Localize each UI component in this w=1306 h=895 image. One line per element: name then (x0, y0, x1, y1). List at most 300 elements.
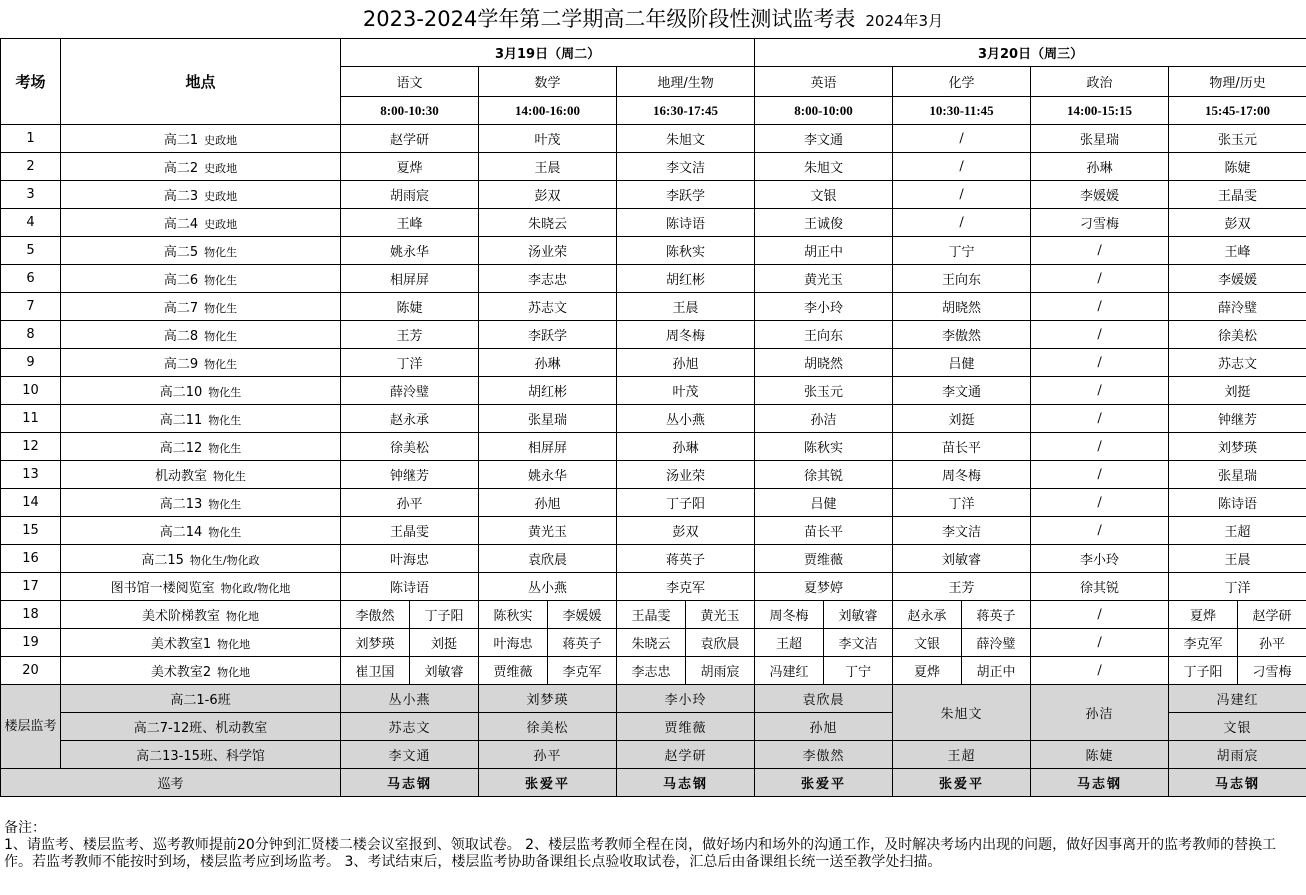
proctor-cell: 王峰 (1169, 237, 1306, 265)
proctor-cell: / (893, 153, 1031, 181)
location-tag: 物化生 (208, 386, 242, 399)
location-cell (61, 629, 341, 657)
header-subject: 物理/历史 (1169, 67, 1306, 97)
floor-proctor: 李文通 (341, 741, 479, 769)
table-row (1, 181, 1306, 209)
header-time: 15:45-17:00 (1169, 97, 1306, 125)
patrol-proctor: 马志钢 (1031, 769, 1169, 797)
location-tag: 物化地 (217, 666, 251, 679)
proctor-cell: 李小玲 (755, 293, 893, 321)
room-number: 11 (1, 405, 61, 433)
room-number: 18 (1, 601, 61, 629)
floor-proctor: 刘梦瑛 (479, 685, 617, 713)
proctor-cell: 袁欣晨 (686, 629, 755, 657)
proctor-cell: 彭双 (617, 517, 755, 545)
proctor-cell: 王超 (755, 629, 824, 657)
table-row (1, 349, 1306, 377)
proctor-cell: 李小玲 (1031, 545, 1169, 573)
proctor-cell: 李文通 (755, 125, 893, 153)
table-row (1, 237, 1306, 265)
proctor-cell: 胡晓然 (755, 349, 893, 377)
proctor-cell: 丁宁 (893, 237, 1031, 265)
proctor-cell: 胡晓然 (893, 293, 1031, 321)
patrol-proctor: 马志钢 (1169, 769, 1306, 797)
proctor-cell: 彭双 (479, 181, 617, 209)
room-number: 17 (1, 573, 61, 601)
proctor-cell: 徐美松 (1169, 321, 1306, 349)
proctor-cell: 苏志文 (479, 293, 617, 321)
proctor-cell: / (1031, 629, 1169, 657)
proctor-cell: 丛小燕 (479, 573, 617, 601)
header-time: 14:00-16:00 (479, 97, 617, 125)
floor-proctor: 孙旭 (755, 713, 893, 741)
proctor-cell: 王芳 (341, 321, 479, 349)
proctor-cell: 刁雪梅 (1031, 209, 1169, 237)
floor-proctor: 袁欣晨 (755, 685, 893, 713)
proctor-cell: 赵永承 (341, 405, 479, 433)
location-cell (61, 377, 341, 405)
proctor-cell: 赵学研 (1238, 601, 1306, 629)
proctor-cell: 周冬梅 (617, 321, 755, 349)
proctor-cell: 刘敏睿 (893, 545, 1031, 573)
proctor-cell: 黄光玉 (686, 601, 755, 629)
proctor-cell: 王晨 (1169, 545, 1306, 573)
location-name: 高二8 (163, 329, 199, 344)
header-subject: 地理/生物 (617, 67, 755, 97)
proctor-cell: 丁子阳 (617, 489, 755, 517)
floor-proctor: 孙平 (479, 741, 617, 769)
proctor-cell: 薛泠璧 (962, 629, 1031, 657)
location-tag: 物化生 (208, 526, 242, 539)
location-cell (61, 181, 341, 209)
proctor-cell: 陈诗语 (1169, 489, 1306, 517)
proctor-cell: 黄光玉 (479, 517, 617, 545)
proctor-cell: 朱晓云 (479, 209, 617, 237)
table-row (1, 377, 1306, 405)
proctor-cell: 王晶雯 (617, 601, 686, 629)
header-time: 14:00-15:15 (1031, 97, 1169, 125)
proctor-cell: 袁欣晨 (479, 545, 617, 573)
location-name: 高二9 (163, 357, 199, 372)
location-cell (61, 321, 341, 349)
floor-proctor: 丛小燕 (341, 685, 479, 713)
proctor-cell: 刘梦瑛 (341, 629, 410, 657)
location-tag: 物化地 (217, 638, 251, 651)
proctor-cell: 相屏屏 (341, 265, 479, 293)
proctor-cell: 姚永华 (479, 461, 617, 489)
proctor-cell: / (1031, 265, 1169, 293)
proctor-cell: 胡正中 (755, 237, 893, 265)
header-subject: 政治 (1031, 67, 1169, 97)
proctor-cell: 刘挺 (410, 629, 479, 657)
room-number: 19 (1, 629, 61, 657)
table-row (1, 265, 1306, 293)
proctor-cell: 孙旭 (479, 489, 617, 517)
proctor-cell: / (1031, 293, 1169, 321)
table-row (1, 685, 1306, 713)
location-name: 高二3 (163, 189, 199, 204)
proctor-cell: / (1031, 601, 1169, 629)
header-room: 考场 (1, 39, 61, 125)
proctor-cell: 孙平 (1238, 629, 1306, 657)
header-time: 16:30-17:45 (617, 97, 755, 125)
proctor-cell: 王峰 (341, 209, 479, 237)
floor-scope: 高二7-12班、机动教室 (61, 713, 341, 741)
proctor-cell: 周冬梅 (755, 601, 824, 629)
proctor-cell: / (1031, 489, 1169, 517)
proctor-cell: / (1031, 657, 1169, 685)
location-cell (61, 461, 341, 489)
proctor-cell: 冯建红 (755, 657, 824, 685)
proctor-cell: 孙旭 (617, 349, 755, 377)
floor-scope: 高二13-15班、科学馆 (61, 741, 341, 769)
floor-proctor-merged: 孙洁 (1031, 685, 1169, 741)
floor-proctor: 王超 (893, 741, 1031, 769)
floor-proctor: 贾维薇 (617, 713, 755, 741)
location-name: 高二13 (159, 497, 203, 512)
location-cell (61, 545, 341, 573)
proctor-cell: 赵永承 (893, 601, 962, 629)
location-tag: 史政地 (204, 162, 238, 175)
proctor-cell: 李媛媛 (548, 601, 617, 629)
proctor-cell: 刁雪梅 (1238, 657, 1306, 685)
proctor-cell: 李媛媛 (1031, 181, 1169, 209)
notes-body: 1、请监考、楼层监考、巡考教师提前20分钟到汇贤楼二楼会议室报到、领取试卷。 2、楼层监考教师全程在岗，做好场内和场外的沟通工作，及时解决考场内出现的问题，做好因事离开的监考教师的替换工作。若监考教师不能按时到场，楼层监考应到场监考。 3、考试结束后，楼层监考协助备课组长点验收取试卷，汇总后由备课组长统一送至教学处扫描。 (4, 837, 1277, 870)
location-name: 高二14 (159, 525, 203, 540)
patrol-proctor: 张爱平 (755, 769, 893, 797)
header-day2: 3月20日（周三） (755, 39, 1306, 67)
header-subject: 数学 (479, 67, 617, 97)
proctor-cell: 钟继芳 (341, 461, 479, 489)
proctor-cell: 赵学研 (341, 125, 479, 153)
proctor-cell: 李文洁 (617, 153, 755, 181)
proctor-cell: 徐其锐 (1031, 573, 1169, 601)
table-row (1, 629, 1306, 657)
location-cell (61, 293, 341, 321)
location-tag: 物化政/物化地 (220, 582, 291, 595)
floor-proctor-merged: 朱旭文 (893, 685, 1031, 741)
room-number: 1 (1, 125, 61, 153)
proctor-cell: 孙琳 (1031, 153, 1169, 181)
proctor-cell: 朱旭文 (755, 153, 893, 181)
table-row (1, 517, 1306, 545)
room-number: 3 (1, 181, 61, 209)
room-number: 16 (1, 545, 61, 573)
proctor-cell: 吕健 (755, 489, 893, 517)
location-cell (61, 433, 341, 461)
floor-proctor: 徐美松 (479, 713, 617, 741)
proctor-cell: 王向东 (893, 265, 1031, 293)
patrol-proctor: 张爱平 (893, 769, 1031, 797)
proctor-cell: 张星瑞 (479, 405, 617, 433)
proctor-cell: 丁子阳 (410, 601, 479, 629)
proctor-cell: 彭双 (1169, 209, 1306, 237)
proctor-cell: / (1031, 237, 1169, 265)
proctor-cell: 王晶雯 (341, 517, 479, 545)
location-cell (61, 573, 341, 601)
location-cell (61, 349, 341, 377)
proctor-cell: 张玉元 (755, 377, 893, 405)
proctor-cell: 李傲然 (341, 601, 410, 629)
header-time: 10:30-11:45 (893, 97, 1031, 125)
proctor-cell: 李克军 (1169, 629, 1238, 657)
proctor-cell: 汤业荣 (617, 461, 755, 489)
location-tag: 物化生 (204, 246, 238, 259)
location-name: 高二12 (159, 441, 203, 456)
proctor-cell: 李文洁 (824, 629, 893, 657)
proctor-cell: 王晶雯 (1169, 181, 1306, 209)
patrol-proctor: 马志钢 (341, 769, 479, 797)
location-cell (61, 489, 341, 517)
proctor-cell: 周冬梅 (893, 461, 1031, 489)
proctor-cell: 丁子阳 (1169, 657, 1238, 685)
location-cell (61, 237, 341, 265)
notes (4, 820, 1304, 871)
room-number: 15 (1, 517, 61, 545)
room-number: 2 (1, 153, 61, 181)
location-cell (61, 265, 341, 293)
room-number: 20 (1, 657, 61, 685)
proctor-cell: 胡雨宸 (341, 181, 479, 209)
room-number: 9 (1, 349, 61, 377)
location-name: 图书馆一楼阅览室 (110, 581, 215, 596)
proctor-cell: 张星瑞 (1031, 125, 1169, 153)
proctor-cell: 蒋英子 (617, 545, 755, 573)
proctor-cell: 张星瑞 (1169, 461, 1306, 489)
proctor-cell: 薛泠璧 (341, 377, 479, 405)
page-title (0, 0, 1306, 38)
proctor-cell: 丛小燕 (617, 405, 755, 433)
floor-proctor: 苏志文 (341, 713, 479, 741)
header-location: 地点 (61, 39, 341, 125)
location-tag: 物化生 (204, 358, 238, 371)
table-row (1, 461, 1306, 489)
proctor-cell: 胡红彬 (479, 377, 617, 405)
header-time: 8:00-10:30 (341, 97, 479, 125)
proctor-cell: 刘挺 (893, 405, 1031, 433)
proctor-cell: 刘梦瑛 (1169, 433, 1306, 461)
location-tag: 物化生 (204, 274, 238, 287)
room-number: 14 (1, 489, 61, 517)
proctor-cell: 丁洋 (1169, 573, 1306, 601)
notes-heading: 备注： (4, 820, 46, 836)
proctor-cell: 夏烨 (893, 657, 962, 685)
proctor-cell: 胡正中 (962, 657, 1031, 685)
room-number: 4 (1, 209, 61, 237)
floor-proctor: 李傲然 (755, 741, 893, 769)
schedule-table (0, 38, 1306, 797)
proctor-cell: 王晨 (479, 153, 617, 181)
proctor-cell: 李媛媛 (1169, 265, 1306, 293)
proctor-cell: / (1031, 433, 1169, 461)
proctor-cell: 王超 (1169, 517, 1306, 545)
proctor-cell: 贾维薇 (479, 657, 548, 685)
patrol-proctor: 张爱平 (479, 769, 617, 797)
floor-proctor: 陈婕 (1031, 741, 1169, 769)
proctor-cell: 汤业荣 (479, 237, 617, 265)
proctor-cell: 孙洁 (755, 405, 893, 433)
proctor-cell: 叶海忠 (341, 545, 479, 573)
floor-proctor: 胡雨宸 (1169, 741, 1306, 769)
proctor-cell: 苗长平 (893, 433, 1031, 461)
title-date: 2024年3月 (865, 12, 944, 30)
title-main: 2023-2024学年第二学期高二年级阶段性测试监考表 (362, 7, 856, 31)
location-name: 高二5 (163, 245, 199, 260)
proctor-cell: 李文洁 (893, 517, 1031, 545)
proctor-cell: 刘挺 (1169, 377, 1306, 405)
room-number: 5 (1, 237, 61, 265)
table-row (1, 489, 1306, 517)
proctor-cell: 胡红彬 (617, 265, 755, 293)
proctor-cell: 夏烨 (341, 153, 479, 181)
location-name: 高二6 (163, 273, 199, 288)
proctor-cell: / (893, 181, 1031, 209)
location-cell (61, 125, 341, 153)
proctor-cell: 丁洋 (341, 349, 479, 377)
location-tag: 物化生 (213, 470, 246, 483)
location-tag: 史政地 (204, 190, 238, 203)
proctor-cell: 胡雨宸 (686, 657, 755, 685)
proctor-cell: 钟继芳 (1169, 405, 1306, 433)
room-number: 10 (1, 377, 61, 405)
location-name: 高二2 (163, 161, 199, 176)
table-row (1, 405, 1306, 433)
location-tag: 物化生 (208, 442, 242, 455)
floor-proctor: 赵学研 (617, 741, 755, 769)
proctor-cell: 王向东 (755, 321, 893, 349)
location-tag: 史政地 (204, 134, 238, 147)
proctor-cell: / (1031, 461, 1169, 489)
proctor-cell: 夏烨 (1169, 601, 1238, 629)
table-row (1, 433, 1306, 461)
proctor-cell: 丁洋 (893, 489, 1031, 517)
proctor-cell: 徐美松 (341, 433, 479, 461)
table-row (1, 657, 1306, 685)
location-name: 美术阶梯教室 (141, 609, 220, 624)
location-name: 美术教室2 (150, 665, 212, 680)
proctor-cell: / (1031, 349, 1169, 377)
proctor-cell: 王诚俊 (755, 209, 893, 237)
location-tag: 物化地 (226, 610, 259, 623)
proctor-cell: 陈秋实 (755, 433, 893, 461)
proctor-cell: 文银 (755, 181, 893, 209)
header-subject: 化学 (893, 67, 1031, 97)
proctor-cell: 贾维薇 (755, 545, 893, 573)
location-name: 高二1 (163, 133, 199, 148)
header-time: 8:00-10:00 (755, 97, 893, 125)
proctor-cell: 叶茂 (617, 377, 755, 405)
proctor-cell: 刘敏睿 (824, 601, 893, 629)
proctor-cell: 徐其锐 (755, 461, 893, 489)
proctor-cell: 陈诗语 (617, 209, 755, 237)
table-row (1, 601, 1306, 629)
room-number: 7 (1, 293, 61, 321)
proctor-cell: / (1031, 321, 1169, 349)
proctor-cell: 夏梦婷 (755, 573, 893, 601)
proctor-cell: 孙琳 (617, 433, 755, 461)
proctor-cell: 朱晓云 (617, 629, 686, 657)
patrol-proctor: 马志钢 (617, 769, 755, 797)
location-cell (61, 209, 341, 237)
proctor-cell: 黄光玉 (755, 265, 893, 293)
location-cell (61, 601, 341, 629)
table-row (1, 573, 1306, 601)
floor-proctor: 李小玲 (617, 685, 755, 713)
location-tag: 物化生 (208, 498, 242, 511)
proctor-cell: 蒋英子 (548, 629, 617, 657)
proctor-cell: 李志忠 (479, 265, 617, 293)
proctor-cell: 姚永华 (341, 237, 479, 265)
location-tag: 物化生 (204, 330, 238, 343)
proctor-cell: / (893, 125, 1031, 153)
proctor-cell: 文银 (893, 629, 962, 657)
proctor-cell: 李克军 (548, 657, 617, 685)
proctor-cell: 刘敏睿 (410, 657, 479, 685)
location-tag: 史政地 (204, 218, 238, 231)
location-tag: 物化生 (204, 302, 238, 315)
table-row (1, 153, 1306, 181)
proctor-cell: 陈秋实 (617, 237, 755, 265)
proctor-cell: 李傲然 (893, 321, 1031, 349)
proctor-cell: 王芳 (893, 573, 1031, 601)
floor-proctor: 文银 (1169, 713, 1306, 741)
proctor-cell: 叶海忠 (479, 629, 548, 657)
proctor-cell: 李文通 (893, 377, 1031, 405)
table-row (1, 125, 1306, 153)
location-name: 机动教室 (154, 469, 207, 484)
proctor-cell: 蒋英子 (962, 601, 1031, 629)
location-cell (61, 517, 341, 545)
proctor-cell: 陈婕 (1169, 153, 1306, 181)
table-row (1, 321, 1306, 349)
proctor-cell: / (893, 209, 1031, 237)
proctor-cell: 李克军 (617, 573, 755, 601)
proctor-cell: 薛泠璧 (1169, 293, 1306, 321)
floor-label: 楼层监考 (1, 685, 61, 769)
proctor-cell: 张玉元 (1169, 125, 1306, 153)
location-tag: 物化生 (208, 414, 242, 427)
proctor-cell: 李跃学 (479, 321, 617, 349)
location-name: 高二15 (141, 553, 184, 568)
table-row (1, 741, 1306, 769)
location-cell (61, 153, 341, 181)
proctor-cell: 崔卫国 (341, 657, 410, 685)
proctor-cell: / (1031, 377, 1169, 405)
floor-scope: 高二1-6班 (61, 685, 341, 713)
location-cell (61, 657, 341, 685)
proctor-cell: 丁宁 (824, 657, 893, 685)
proctor-cell: 吕健 (893, 349, 1031, 377)
location-name: 高二4 (163, 217, 199, 232)
proctor-cell: 陈诗语 (341, 573, 479, 601)
proctor-cell: 孙平 (341, 489, 479, 517)
location-cell (61, 405, 341, 433)
location-tag: 物化生/物化政 (189, 554, 260, 567)
room-number: 13 (1, 461, 61, 489)
proctor-cell: 李跃学 (617, 181, 755, 209)
patrol-label: 巡考 (1, 769, 341, 797)
location-name: 美术教室1 (150, 637, 212, 652)
proctor-cell: 陈秋实 (479, 601, 548, 629)
table-row (1, 769, 1306, 797)
proctor-cell: / (1031, 405, 1169, 433)
floor-proctor: 冯建红 (1169, 685, 1306, 713)
location-name: 高二10 (159, 385, 203, 400)
location-name: 高二11 (159, 413, 203, 428)
table-row (1, 209, 1306, 237)
header-subject: 语文 (341, 67, 479, 97)
proctor-cell: 王晨 (617, 293, 755, 321)
